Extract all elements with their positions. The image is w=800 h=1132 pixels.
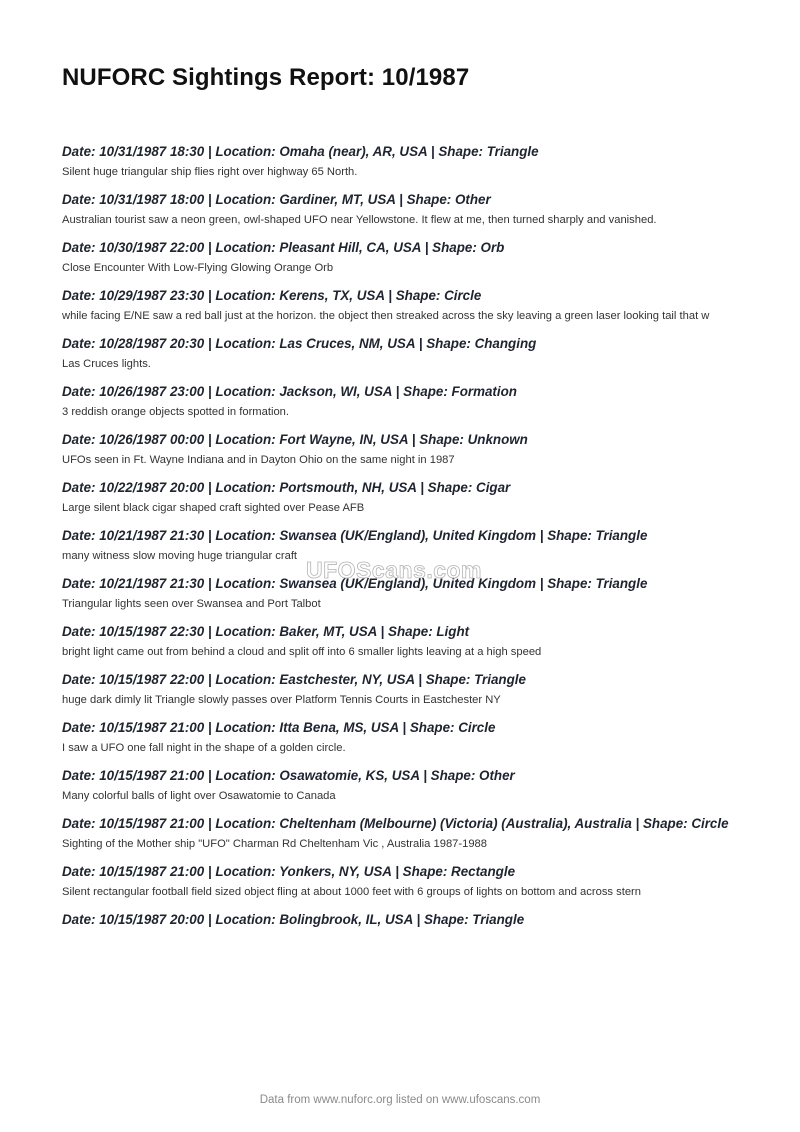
- sighting-entry: [62, 432, 742, 468]
- sighting-description: Las Cruces lights.: [62, 358, 151, 370]
- page-footer: Data from www.nuforc.org listed on www.ufoscans.com: [259, 1094, 541, 1106]
- sighting-description: Triangular lights seen over Swansea and Port Talbot: [62, 598, 321, 610]
- sighting-description: Many colorful balls of light over Osawatomie to Canada: [62, 790, 336, 802]
- sighting-description: I saw a UFO one fall night in the shape of a golden circle.: [62, 742, 346, 754]
- sighting-header: Date: 10/31/1987 18:30 | Location: Omaha (near), AR, USA | Shape: Triangle: [62, 144, 539, 159]
- sighting-header: Date: 10/26/1987 23:00 | Location: Jackson, WI, USA | Shape: Formation: [62, 384, 517, 399]
- sighting-entry: [62, 720, 742, 756]
- sighting-description: Australian tourist saw a neon green, owl-shaped UFO near Yellowstone. It flew at me, then turned sharply and vanished.: [62, 214, 657, 226]
- sighting-entry: [62, 864, 742, 900]
- sighting-header: Date: 10/21/1987 21:30 | Location: Swansea (UK/England), United Kingdom | Shape: Triangle: [62, 528, 648, 543]
- sighting-description: Sighting of the Mother ship "UFO" Charman Rd Cheltenham Vic , Australia 1987-1988: [62, 838, 488, 850]
- sighting-description: huge dark dimly lit Triangle slowly passes over Platform Tennis Courts in Eastchester NY: [62, 694, 501, 706]
- sighting-description: Silent huge triangular ship flies right over highway 65 North.: [62, 166, 358, 178]
- sighting-entry: [62, 336, 742, 372]
- ufoscans-watermark: UFOScans.com: [306, 557, 482, 583]
- sighting-entry: [62, 144, 742, 180]
- sighting-header: Date: 10/15/1987 21:00 | Location: Osawatomie, KS, USA | Shape: Other: [62, 768, 515, 783]
- sighting-entry: [62, 912, 742, 928]
- sighting-entry: [62, 816, 742, 852]
- sighting-entry: [62, 384, 742, 420]
- sighting-entry: [62, 480, 742, 516]
- sighting-description: while facing E/NE saw a red ball just at the horizon. the object then streaked across the sky leaving a green laser looking tail that w: [62, 310, 710, 322]
- sighting-header: Date: 10/15/1987 20:00 | Location: Bolingbrook, IL, USA | Shape: Triangle: [62, 912, 525, 927]
- sighting-header: Date: 10/22/1987 20:00 | Location: Portsmouth, NH, USA | Shape: Cigar: [62, 480, 511, 495]
- page-title: NUFORC Sightings Report: 10/1987: [62, 64, 470, 91]
- sighting-description: 3 reddish orange objects spotted in formation.: [62, 406, 289, 418]
- sighting-description: Close Encounter With Low-Flying Glowing Orange Orb: [62, 262, 334, 274]
- sighting-entry: [62, 768, 742, 804]
- sighting-entry: [62, 672, 742, 708]
- sightings-list: [62, 144, 742, 940]
- sighting-header: Date: 10/21/1987 21:30 | Location: Swansea (UK/England), United Kingdom | Shape: Triangle: [62, 576, 648, 591]
- sighting-description: Silent rectangular football field sized object fling at about 1000 feet with 6 groups of lights on bottom and across stern: [62, 886, 641, 898]
- sighting-header: Date: 10/26/1987 00:00 | Location: Fort Wayne, IN, USA | Shape: Unknown: [62, 432, 528, 447]
- sighting-entry: [62, 288, 742, 324]
- sighting-header: Date: 10/28/1987 20:30 | Location: Las Cruces, NM, USA | Shape: Changing: [62, 336, 537, 351]
- sighting-entry: [62, 624, 742, 660]
- sighting-description: many witness slow moving huge triangular craft: [62, 550, 298, 562]
- sighting-header: Date: 10/15/1987 21:00 | Location: Yonkers, NY, USA | Shape: Rectangle: [62, 864, 516, 879]
- sighting-description: UFOs seen in Ft. Wayne Indiana and in Dayton Ohio on the same night in 1987: [62, 454, 455, 466]
- sighting-entry: [62, 192, 742, 228]
- sighting-description: Large silent black cigar shaped craft sighted over Pease AFB: [62, 502, 365, 514]
- sighting-header: Date: 10/15/1987 22:00 | Location: Eastchester, NY, USA | Shape: Triangle: [62, 672, 526, 687]
- sighting-header: Date: 10/15/1987 21:00 | Location: Cheltenham (Melbourne) (Victoria) (Australia), Australia | Shape: Circle: [62, 816, 729, 831]
- sighting-header: Date: 10/31/1987 18:00 | Location: Gardiner, MT, USA | Shape: Other: [62, 192, 491, 207]
- sighting-header: Date: 10/15/1987 22:30 | Location: Baker, MT, USA | Shape: Light: [62, 624, 470, 639]
- sighting-header: Date: 10/30/1987 22:00 | Location: Pleasant Hill, CA, USA | Shape: Orb: [62, 240, 505, 255]
- sighting-header: Date: 10/29/1987 23:30 | Location: Kerens, TX, USA | Shape: Circle: [62, 288, 482, 303]
- sighting-description: bright light came out from behind a cloud and split off into 6 smaller lights leaving at a high speed: [62, 646, 542, 658]
- sighting-entry: [62, 240, 742, 276]
- sighting-header: Date: 10/15/1987 21:00 | Location: Itta Bena, MS, USA | Shape: Circle: [62, 720, 496, 735]
